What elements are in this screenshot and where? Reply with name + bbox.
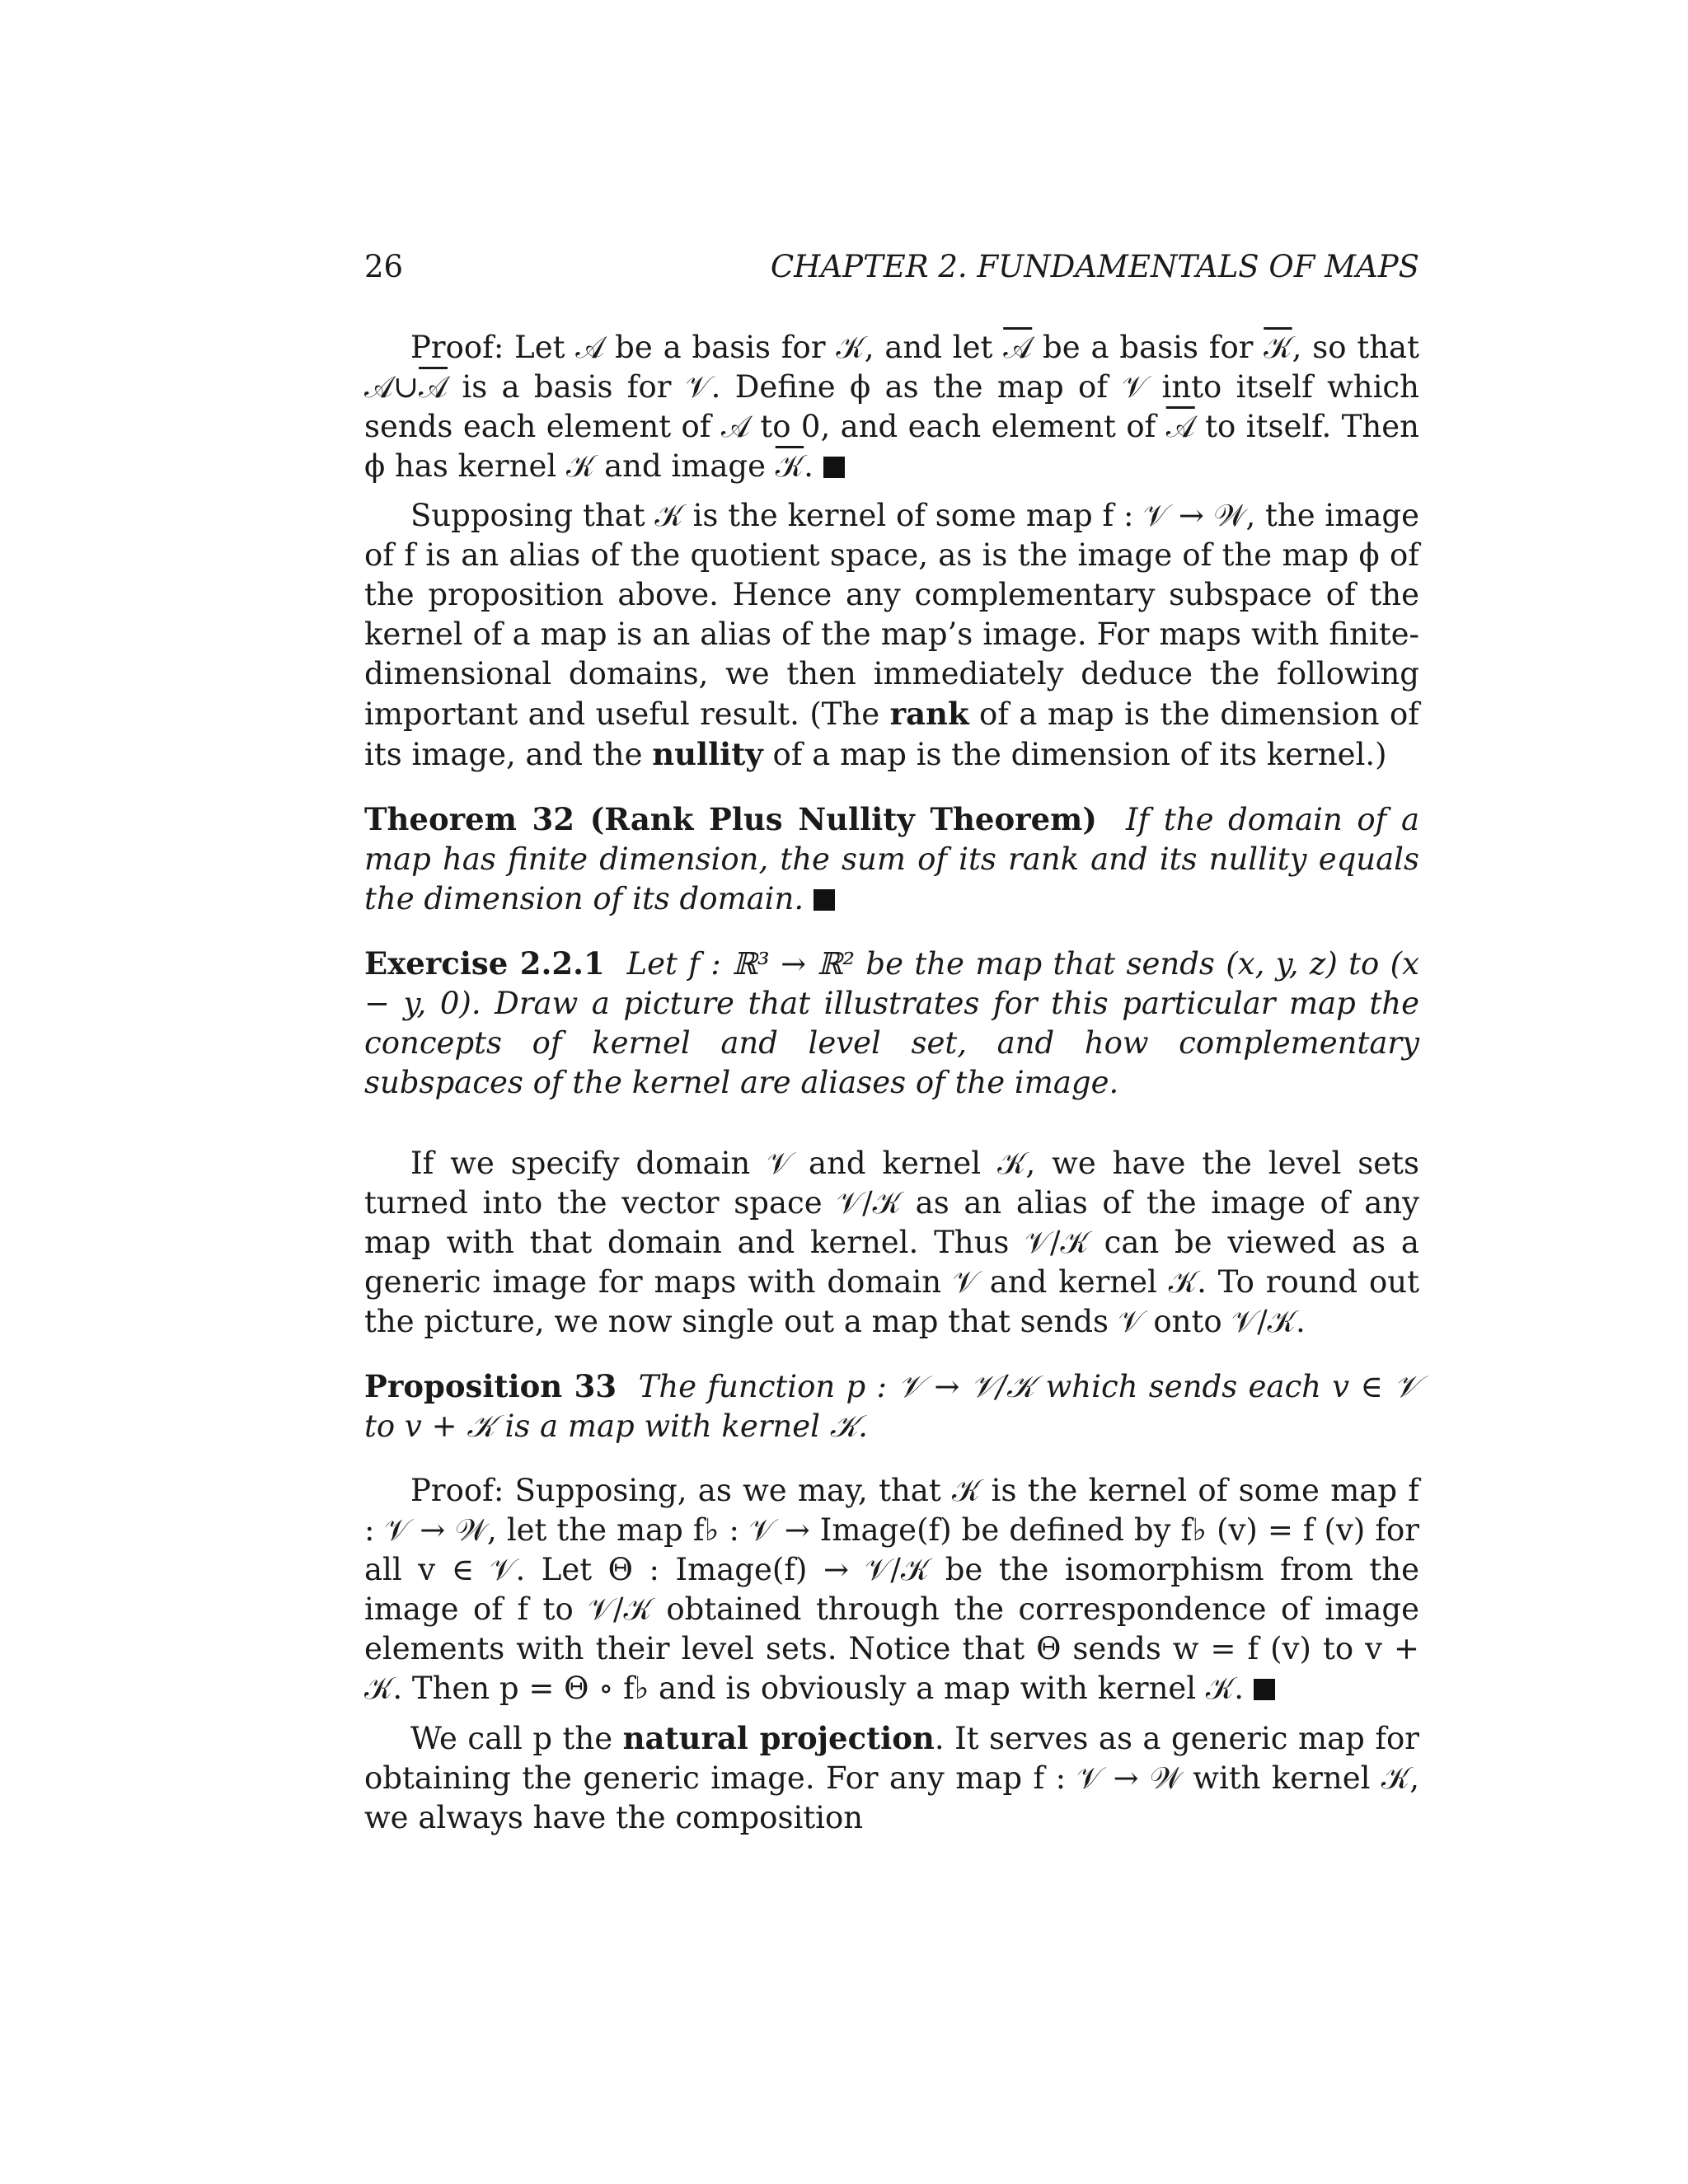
proof1-text-c: , so that 𝒜∪ [364, 330, 1419, 405]
qed-square-icon [814, 889, 835, 911]
para3-text-b: . It serves as a generic map for obtaining the generic image. For any map f : 𝒱 → 𝒲 with kernel 𝒦, we always have the composition [364, 1721, 1419, 1835]
paragraph-quotient-space: If we specify domain 𝒱 and kernel 𝒦, we have the level sets turned into the vector space 𝒱/𝒦 as an alias of the image of any map with that domain and kernel. Thus 𝒱/𝒦 can be viewed as a generic image for maps with domain 𝒱 and kernel 𝒦. To round out the picture, we now single out a map that sends 𝒱 onto 𝒱/𝒦. [364, 1146, 1419, 1339]
proposition-33 [364, 1366, 1419, 1446]
theorem-label: Theorem 32 (Rank Plus Nullity Theorem) [364, 801, 1097, 837]
para1-text-c: of a map is the dimension of its kernel.) [762, 737, 1387, 772]
chapter-title: CHAPTER 2. FUNDAMENTALS OF MAPS [770, 249, 1419, 284]
exercise-text: Let f : ℝ³ → ℝ² be the map that sends (x, y, z) to (x − y, 0). Draw a picture that illustrates for this particular map the concepts of kernel and level set, and how complementary subspaces of the kernel are aliases of the image. [364, 946, 1419, 1100]
qed-square-icon [823, 457, 845, 478]
paragraph-rank-nullity-intro [364, 496, 1419, 775]
k-bar-symbol-2: 𝒦 [775, 448, 804, 484]
qed-square-icon [1254, 1679, 1275, 1700]
proof1-text-d: is a basis for 𝒱. Define ϕ as the map of 𝒱 into itself which sends each element of 𝒜 to 0, and each element of [364, 369, 1419, 444]
theorem-text: If the domain of a map has finite dimension, the sum of its rank and its nullity equals the dimension of its domain. [364, 802, 1419, 916]
paragraph-natural-projection [364, 1718, 1419, 1838]
proof1-text-b: be a basis for [1032, 330, 1264, 365]
page-content [364, 247, 1419, 1838]
proof-paragraph-2 [364, 1471, 1419, 1708]
proposition-text: The function p : 𝒱 → 𝒱/𝒦 which sends each v ∈ 𝒱 to v + 𝒦 is a map with kernel 𝒦. [364, 1369, 1419, 1444]
para1-text-a: Supposing that 𝒦 is the kernel of some map f : 𝒱 → 𝒲, the image of f is an alias of the quotient space, as is the image of the map ϕ of the proposition above. Hence any complementary subspace of the kernel of a map is an alias of the map’s image. For maps with finite-dimensional domains, we then immediately deduce the following important and useful result. (The [364, 498, 1419, 732]
page-number: 26 [364, 249, 404, 284]
proof-paragraph-1 [364, 328, 1419, 486]
para3-text-a: We call p the [410, 1721, 623, 1756]
theorem-32 [364, 799, 1419, 919]
term-nullity: nullity [652, 736, 763, 772]
a-bar-symbol: 𝒜 [1003, 330, 1033, 365]
proof1-text-f: . [804, 448, 814, 484]
proposition-label: Proposition 33 [364, 1368, 617, 1404]
exercise-2-2-1 [364, 944, 1419, 1103]
term-natural-projection: natural projection [622, 1720, 935, 1756]
exercise-label: Exercise 2.2.1 [364, 945, 605, 982]
proof2-text: Proof: Supposing, as we may, that 𝒦 is the kernel of some map f : 𝒱 → 𝒲, let the map f♭ : 𝒱 → Image(f) be defined by f♭ (v) = f (v) for all v ∈ 𝒱. Let Θ : Image(f) → 𝒱/𝒦 be the isomorphism from the image of f to 𝒱/𝒦 obtained through the correspondence of image elements with their level sets. Notice that Θ sends w = f (v) to v + 𝒦. Then p = Θ ∘ f♭ and is obviously a map with kernel 𝒦. [364, 1473, 1419, 1706]
proof1-text-a: Proof: Let 𝒜 be a basis for 𝒦, and let [410, 330, 1004, 365]
k-bar-symbol: 𝒦 [1264, 330, 1292, 365]
term-rank: rank [889, 696, 969, 732]
proof1-text-e: to itself. Then ϕ has kernel 𝒦 and image [364, 409, 1419, 484]
para1-text-b: of a map is the dimension of its image, and the [364, 696, 1419, 772]
page-header [364, 247, 1419, 287]
a-bar-symbol-3: 𝒜 [1165, 409, 1195, 444]
a-bar-symbol-2: 𝒜 [419, 369, 448, 405]
